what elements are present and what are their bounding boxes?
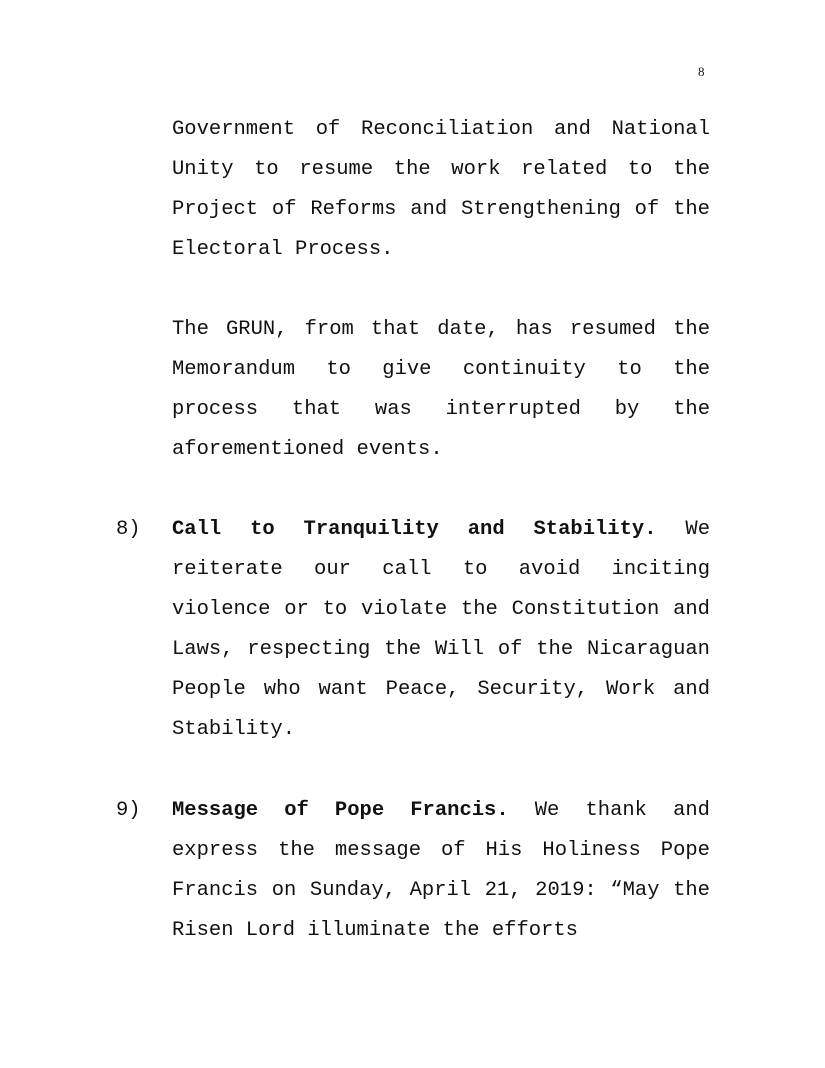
item-9-heading: Message of Pope Francis. — [172, 799, 509, 822]
item-number-8: 8) — [116, 518, 141, 541]
item-8-body — [172, 510, 710, 750]
paragraph-grun-memorandum: The GRUN, from that date, has resumed the Memorandum to give continuity to the process that was interrupted by the aforementioned events. — [172, 318, 710, 461]
paragraph-electoral-process: Government of Reconciliation and National Unity to resume the work related to the Project of Reforms and Strengthening of the Electoral Process. — [172, 118, 710, 261]
item-8-heading: Call to Tranquility and Stability. — [172, 518, 657, 541]
page-number: 8 — [698, 64, 705, 79]
item-8-text: We reiterate our call to avoid inciting violence or to violate the Constitution and Laws, respecting the Will of the Nicaraguan People who want Peace, Security, Work and Stability. — [172, 518, 710, 741]
item-number-9: 9) — [116, 799, 141, 822]
item-9-body — [172, 791, 710, 951]
item-9-text: We thank and express the message of His Holiness Pope Francis on Sunday, April 21, 2019: “May the Risen Lord illuminate the efforts — [172, 799, 710, 942]
